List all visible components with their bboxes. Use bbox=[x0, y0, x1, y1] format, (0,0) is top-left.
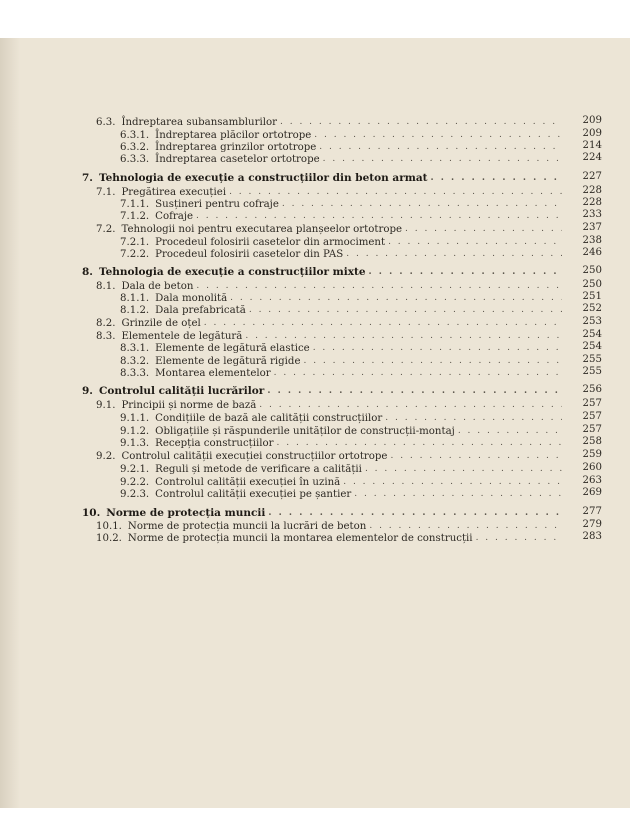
toc-page-number: 256 bbox=[582, 384, 602, 395]
toc-page-number: 237 bbox=[582, 222, 602, 233]
toc-entry bbox=[120, 410, 565, 424]
toc-entry-title: Controlul calității execuției construcțiilor ortotrope bbox=[121, 451, 388, 462]
toc-entry-number: 6.3.1. bbox=[120, 130, 150, 141]
toc-entry bbox=[120, 302, 565, 316]
toc-page-number: 250 bbox=[582, 279, 602, 290]
toc-entry-number: 8.3.2. bbox=[120, 356, 150, 367]
table-of-contents bbox=[0, 38, 630, 808]
toc-entry-title: Îndreptarea grinzilor ortotrope bbox=[155, 142, 317, 153]
toc-entry bbox=[120, 435, 565, 449]
toc-page-number: 263 bbox=[582, 475, 602, 486]
toc-entry-number: 7.2.2. bbox=[120, 249, 150, 260]
toc-entry-title: Elemente de legătură elastice bbox=[155, 343, 310, 354]
toc-entry bbox=[120, 151, 565, 165]
toc-entry bbox=[120, 340, 565, 354]
toc-entry-title: Montarea elementelor bbox=[155, 368, 271, 379]
toc-entry-title: Grinzile de oțel bbox=[121, 318, 201, 329]
toc-entry bbox=[96, 114, 565, 128]
toc-entry-number: 7.1.1. bbox=[120, 199, 150, 210]
toc-entry-number: 9.2.3. bbox=[120, 489, 150, 500]
toc-page-number: 209 bbox=[582, 115, 602, 126]
toc-entry-title: Dala monolită bbox=[155, 293, 228, 304]
toc-leader-dots bbox=[267, 385, 562, 397]
toc-entry bbox=[96, 315, 565, 329]
toc-page-number: 233 bbox=[582, 209, 602, 220]
toc-entry bbox=[120, 461, 565, 475]
toc-entry-title: Procedeul folosirii casetelor din PAS bbox=[155, 249, 344, 260]
toc-entry bbox=[82, 170, 565, 184]
toc-page-number: 228 bbox=[582, 185, 602, 196]
toc-entry-number: 9.1. bbox=[96, 400, 116, 411]
toc-entry bbox=[96, 221, 565, 235]
toc-page-number: 251 bbox=[582, 291, 602, 302]
toc-page-number: 228 bbox=[582, 197, 602, 208]
toc-entry bbox=[120, 246, 565, 260]
toc-page-number: 209 bbox=[582, 128, 602, 139]
toc-leader-dots bbox=[369, 266, 562, 278]
toc-entry-title: Procedeul folosirii casetelor din armociment bbox=[155, 237, 386, 248]
toc-entry-number: 7.1. bbox=[96, 187, 116, 198]
toc-page-number: 255 bbox=[582, 366, 602, 377]
toc-entry-number: 8.3.3. bbox=[120, 368, 150, 379]
toc-entry-title: Norme de protecția muncii la lucrări de beton bbox=[127, 521, 367, 532]
toc-entry-number: 8.2. bbox=[96, 318, 116, 329]
toc-entry-number: 9.1.1. bbox=[120, 413, 150, 424]
toc-page-number: 254 bbox=[582, 329, 602, 340]
toc-entry-number: 9.2.2. bbox=[120, 477, 150, 488]
toc-entry-title: Pregătirea execuției bbox=[121, 187, 227, 198]
toc-entry-title: Obligațiile și răspunderile unităților de construcții-montaj bbox=[155, 426, 455, 437]
toc-page-number: 250 bbox=[582, 265, 602, 276]
toc-entry-title: Elementele de legătură bbox=[121, 331, 243, 342]
toc-page-number: 246 bbox=[582, 247, 602, 258]
toc-entry-number: 8.3.1. bbox=[120, 343, 150, 354]
toc-page-number: 259 bbox=[582, 449, 602, 460]
toc-page-number: 238 bbox=[582, 235, 602, 246]
toc-page-number: 260 bbox=[582, 462, 602, 473]
toc-entry-title: Elemente de legătură rigide bbox=[155, 356, 301, 367]
toc-entry-number: 7.1.2. bbox=[120, 211, 150, 222]
toc-leader-dots bbox=[476, 532, 562, 544]
toc-entry-number: 8.1. bbox=[96, 281, 116, 292]
toc-entry-number: 9.2.1. bbox=[120, 464, 150, 475]
toc-entry-number: 8.1.1. bbox=[120, 293, 150, 304]
toc-entry bbox=[82, 383, 565, 397]
toc-entry bbox=[96, 448, 565, 462]
toc-leader-dots bbox=[274, 367, 562, 379]
toc-entry-title: Norme de protecția muncii la montarea elementelor de construcții bbox=[127, 533, 473, 544]
toc-entry-title: Norme de protecția muncii bbox=[106, 507, 266, 519]
toc-entry-title: Îndreptarea plăcilor ortotrope bbox=[155, 130, 312, 141]
toc-entry bbox=[120, 486, 565, 500]
toc-entry-number: 6.3.3. bbox=[120, 154, 150, 165]
toc-page-number: 269 bbox=[582, 487, 602, 498]
toc-entry-title: Recepția construcțiilor bbox=[155, 438, 274, 449]
toc-entry-title: Susțineri pentru cofraje bbox=[155, 199, 279, 210]
toc-entry-title: Tehnologia de execuție a construcțiilor mixte bbox=[98, 266, 366, 278]
toc-entry-number: 6.3. bbox=[96, 117, 116, 128]
toc-entry bbox=[96, 397, 565, 411]
toc-entry bbox=[96, 530, 565, 544]
toc-entry-number: 9.1.2. bbox=[120, 426, 150, 437]
toc-entry-number: 8.1.2. bbox=[120, 305, 150, 316]
toc-entry-number: 7.2. bbox=[96, 224, 116, 235]
toc-page-number: 257 bbox=[582, 411, 602, 422]
toc-page-number: 283 bbox=[582, 531, 602, 542]
toc-page-number: 277 bbox=[582, 506, 602, 517]
toc-page-number: 255 bbox=[582, 354, 602, 365]
toc-entry-title: Dala prefabricată bbox=[155, 305, 246, 316]
toc-entry-title: Controlul calității lucrărilor bbox=[98, 385, 265, 397]
toc-entry-title: Cofraje bbox=[155, 211, 194, 222]
toc-entry-title: Principii și norme de bază bbox=[121, 400, 257, 411]
toc-leader-dots bbox=[346, 248, 562, 260]
toc-entry-title: Controlul calității execuției pe șantier bbox=[155, 489, 352, 500]
toc-entry-title: Îndreptarea casetelor ortotrope bbox=[155, 154, 320, 165]
toc-entry-number: 9.1.3. bbox=[120, 438, 150, 449]
toc-entry-title: Condițiile de bază ale calității construcțiilor bbox=[155, 413, 383, 424]
toc-entry-title: Tehnologii noi pentru executarea planșeelor ortotrope bbox=[121, 224, 403, 235]
toc-page-number: 253 bbox=[582, 316, 602, 327]
toc-entry-number: 9. bbox=[82, 385, 93, 397]
toc-entry-number: 7. bbox=[82, 172, 93, 184]
toc-entry-title: Controlul calității execuției în uzină bbox=[155, 477, 341, 488]
toc-leader-dots bbox=[431, 172, 562, 184]
toc-entry-number: 8. bbox=[82, 266, 93, 278]
toc-entry-title: Reguli și metode de verificare a calității bbox=[155, 464, 362, 475]
toc-entry bbox=[82, 264, 565, 278]
toc-entry-number: 7.2.1. bbox=[120, 237, 150, 248]
toc-entry bbox=[120, 208, 565, 222]
toc-page-number: 257 bbox=[582, 398, 602, 409]
toc-leader-dots bbox=[354, 488, 562, 500]
toc-page-number: 254 bbox=[582, 341, 602, 352]
toc-entry-number: 6.3.2. bbox=[120, 142, 150, 153]
toc-page-number: 227 bbox=[582, 171, 602, 182]
toc-entry-number: 10.2. bbox=[96, 533, 122, 544]
toc-page-number: 258 bbox=[582, 436, 602, 447]
toc-entry-number: 10. bbox=[82, 507, 101, 519]
toc-entry-number: 9.2. bbox=[96, 451, 116, 462]
toc-page-number: 224 bbox=[582, 152, 602, 163]
toc-page-number: 214 bbox=[582, 140, 602, 151]
toc-entry bbox=[82, 505, 565, 519]
book-page bbox=[0, 38, 630, 808]
toc-entry-number: 10.1. bbox=[96, 521, 122, 532]
toc-entry-title: Îndreptarea subansamblurilor bbox=[121, 117, 277, 128]
toc-page-number: 257 bbox=[582, 424, 602, 435]
toc-entry-title: Dala de beton bbox=[121, 281, 194, 292]
toc-entry bbox=[120, 365, 565, 379]
toc-leader-dots bbox=[323, 153, 562, 165]
toc-page-number: 279 bbox=[582, 519, 602, 530]
toc-page-number: 252 bbox=[582, 303, 602, 314]
toc-entry-number: 8.3. bbox=[96, 331, 116, 342]
toc-entry-title: Tehnologia de execuție a construcțiilor din beton armat bbox=[98, 172, 428, 184]
